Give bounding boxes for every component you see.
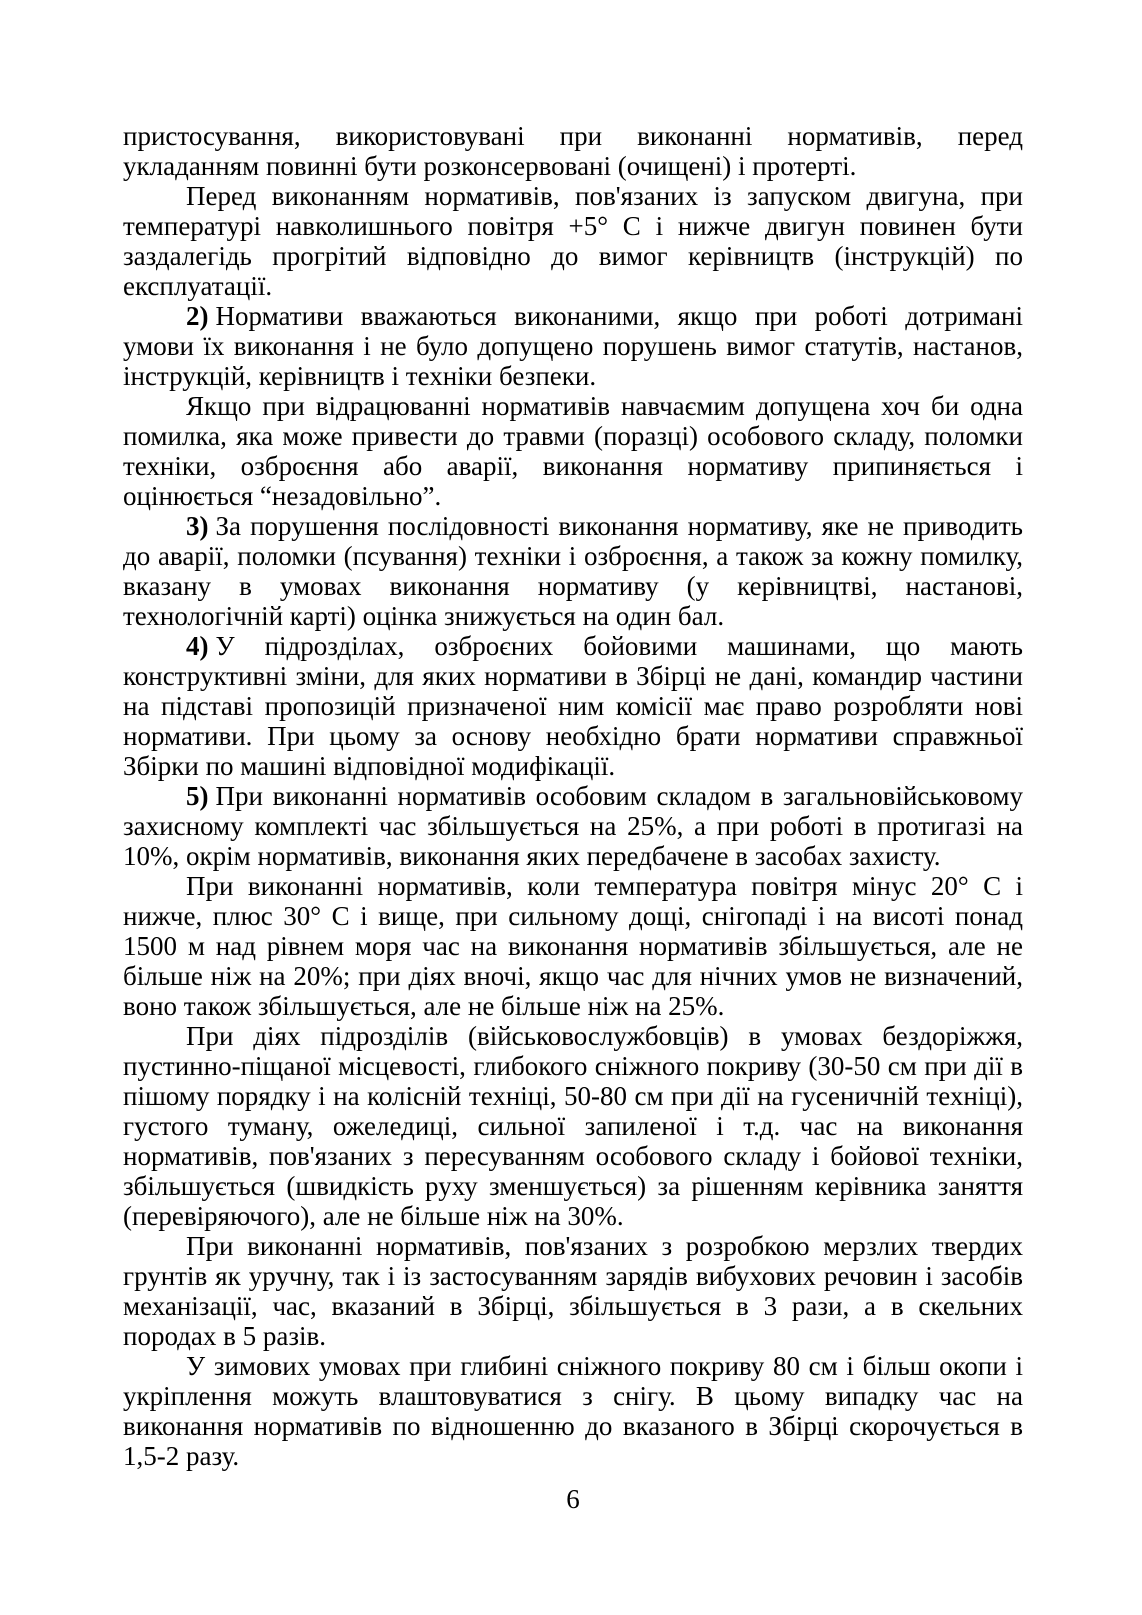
- paragraph: [123, 511, 1023, 631]
- paragraph: [123, 781, 1023, 871]
- paragraph-text: За порушення послідовності виконання нормативу, яке не приводить до аварії, поломки (псування) техніки і озброєння, а також за кожну помилку, вказану в умовах виконання нормативу (у керівництві, настанові, технологічній карті) оцінка знижується на один бал.: [123, 511, 1023, 631]
- paragraph: [123, 1021, 1023, 1231]
- paragraph-number: 5): [186, 781, 209, 811]
- paragraph-number: 4): [186, 631, 209, 661]
- paragraph: [123, 1351, 1023, 1471]
- paragraph-text: пристосування, використовувані при виконанні нормативів, перед укладанням повинні бути розконсервовані (очищені) і протерті.: [123, 121, 1023, 181]
- paragraph-text: Якщо при відрацюванні нормативів навчаємим допущена хоч би одна помилка, яка може привести до травми (поразці) особового складу, поломки техніки, озброєння або аварії, виконання нормативу припиняється і оцінюється “незадовільно”.: [123, 391, 1023, 511]
- paragraph: [123, 1231, 1023, 1351]
- paragraph: [123, 871, 1023, 1021]
- paragraph-text: Перед виконанням нормативів, пов'язаних із запуском двигуна, при температурі навколишнього повітря +5° С і нижче двигун повинен бути заздалегідь прогрітий відповідно до вимог керівництв (інструкцій) по експлуатації.: [123, 181, 1023, 301]
- paragraph: [123, 121, 1023, 181]
- paragraph: [123, 301, 1023, 391]
- paragraph: [123, 631, 1023, 781]
- paragraph-text: При виконанні нормативів, пов'язаних з розробкою мерзлих твердих грунтів як уручну, так і із застосуванням зарядів вибухових речовин і засобів механізації, час, вказаний в Збірці, збільшується в 3 рази, а в скельних породах в 5 разів.: [123, 1231, 1023, 1351]
- paragraph-text: У зимових умовах при глибині сніжного покриву 80 см і більш окопи і укріплення можуть влаштовуватися з снігу. В цьому випадку час на виконання нормативів по відношенню до вказаного в Збірці скорочується в 1,5-2 разу.: [123, 1351, 1023, 1471]
- paragraph-text: Нормативи вважаються виконаними, якщо при роботі дотримані умови їх виконання і не було допущено порушень вимог статутів, настанов, інструкцій, керівництв і техніки безпеки.: [123, 301, 1023, 391]
- paragraph-text: При діях підрозділів (військовослужбовців) в умовах бездоріжжя, пустинно-піщаної місцевості, глибокого сніжного покриву (30-50 см при дії в пішому порядку і на колісній техніці, 50-80 см при дії на гусеничній техніці), густого туману, ожеледиці, сильної запиленої і т.д. час на виконання нормативів, пов'язаних з пересуванням особового складу і бойової техніки, збільшується (швидкість руху зменшується) за рішенням керівника заняття (перевіряючого), але не більше ніж на 30%.: [123, 1021, 1023, 1231]
- paragraph-text: При виконанні нормативів, коли температура повітря мінус 20° С і нижче, плюс 30° С і вище, при сильному дощі, снігопаді і на висоті понад 1500 м над рівнем моря час на виконання нормативів збільшується, але не більше ніж на 20%; при діях вночі, якщо час для нічних умов не визначений, воно також збільшується, але не більше ніж на 25%.: [123, 871, 1023, 1021]
- paragraph-number: 3): [186, 511, 209, 541]
- paragraph: [123, 181, 1023, 301]
- document-text-block: [123, 121, 1023, 1471]
- paragraph: [123, 391, 1023, 511]
- page-number: 6: [566, 1484, 580, 1514]
- paragraph-text: У підрозділах, озброєних бойовими машинами, що мають конструктивні зміни, для яких нормативи в Збірці не дані, командир частини на підставі пропозицій призначеної ним комісії має право розробляти нові нормативи. При цьому за основу необхідно брати нормативи справжньої Збірки по машині відповідної модифікації.: [123, 631, 1023, 781]
- paragraph-text: При виконанні нормативів особовим складом в загальновійськовому захисному комплекті час збільшується на 25%, а при роботі в протигазі на 10%, окрім нормативів, виконання яких передбачене в засобах захисту.: [123, 781, 1023, 871]
- paragraph-number: 2): [186, 301, 209, 331]
